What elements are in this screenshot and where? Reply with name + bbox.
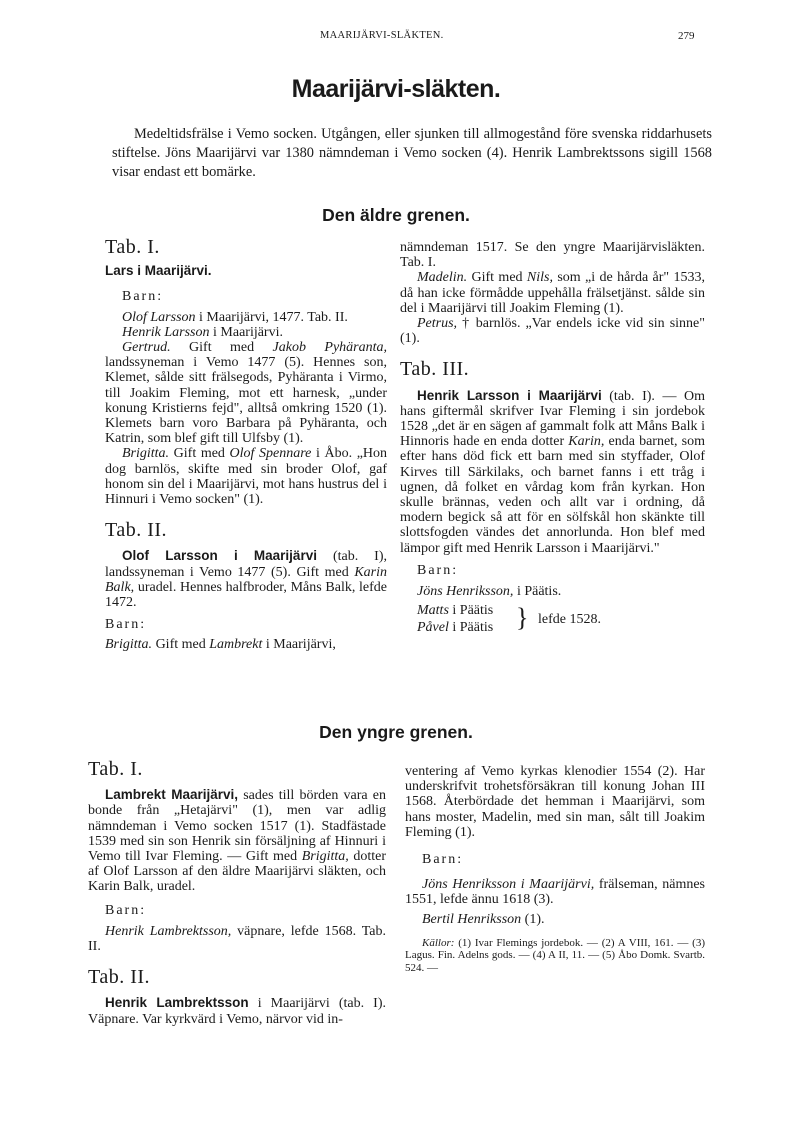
older-tab1-name: Lars i Maarijärvi. [105,263,212,279]
page-title: Maarijärvi-släkten. [291,75,501,103]
younger-right-column [405,764,705,974]
older-tab3-child-pavel: Påvel i Päätis [417,620,494,636]
running-header: MAARIJÄRVI-SLÄKTEN. [320,30,444,41]
older-tab1-heading: Tab. I. [105,236,160,258]
sources-footnote: Källor: (1) Ivar Flemings jordebok. — (2) A VIII, 161. — (3) Lagus. Fin. Adelns gods. — (4) A II, 11. — (5) Åbo Domk. Svartb. 524. — [405,936,705,974]
older-tab2-heading: Tab. II. [105,519,168,542]
older-continuation: nämndeman 1517. Se den yngre Maarijärvisläkten. Tab. I. [400,240,705,271]
older-tab3-entry: Henrik Larsson i Maarijärvi (tab. I). — Om hans giftermål skrifver Ivar Fleming i sin jordebok 1528 „det är en sägen af gammalt folk att Måns Balk i Hinnoris hade en enda dotter Karin, enda barnet, som efter hans död fick ett barn med sin styffader, Olof Kirves till Särkilaks, och barnet fanns i ett tråg i ugnen, då folket en vårdag kom från kyrkan. Hon skulle brännas, veden och allt var i ordning, då modern begick så att för en sölfskål hon skänkte till slottsfogden vändes det annorlunda. Hon blef med lämpor gift med Henrik Larsson i Maarijärvi." [400,387,705,556]
older-tab1-barn: Barn: [122,289,164,305]
older-tab3-child-matts: Matts i Päätis [417,603,494,619]
younger-tab1-barn: Barn: [105,902,147,918]
older-petrus: Petrus, † barnlös. „Var endels icke vid sin sinne" (1). [400,316,705,347]
older-tab3-lefde: lefde 1528. [538,612,601,628]
younger-tab1-child-henrik: Henrik Lambrektsson, väpnare, lefde 1568. Tab. II. [88,923,386,955]
older-tab3-child-jons: Jöns Henriksson, i Päätis. [417,584,562,600]
older-madelin: Madelin. Gift med Nils, som „i de hårda år" 1533, då han icke förmådde uppehålla frälsetjänst. sålde sin del i Maarijärvi till Joakim Fleming (1). [400,270,705,316]
older-tab2-child-brigitta: Brigitta. Gift med Lambrekt i Maarijärvi, [105,637,336,653]
older-tab2-entry: Olof Larsson i Maarijärvi (tab. I), landssyneman i Vemo 1477 (5). Gift med Karin Balk, uradel. Hennes halfbroder, Måns Balk, lefde 1472. [105,548,387,611]
older-tab3-brace-group [400,602,705,636]
page-number: 279 [678,30,695,42]
younger-tab2-child-bertil: Bertil Henriksson (1). [422,911,545,927]
older-tab3-heading: Tab. III. [400,358,470,381]
older-tab1-child-gertrud: Gertrud. Gift med Jakob Pyhäranta, landssyneman i Vemo 1477 (5). Hennes son, Klemet, sålde sitt frälsegods, Pyhäranta i Virmo, till Joakim Fleming, mot ett harnesk, „under konung Kristierns fejd", alltså omkring 1520 (1). Klemets barn voro Barbara på Pyhäranta, och Katrin, som blef gift till Ulfsby (1). [105,340,387,447]
older-tab1-child-olof: Olof Larsson i Maarijärvi, 1477. Tab. II. [122,309,348,325]
younger-tab1-entry: Lambrekt Maarijärvi, sades till börden vara en bonde från „Hetajärvi" (1), men var adlig nämndeman i Vemo socken 1517 (1). Stadfästade 1539 med sin son Henrik sin försäljning af Hinnuri i Vemo till Ivar Fleming. — Gift med Brigitta, dotter af Olof Larsson af den äldre Maarijärvi släkten, och Karin Balk, uradel. [88,787,386,895]
younger-continuation: ventering af Vemo kyrkas klenodier 1554 (2). Har underskrifvit trohetsförsäkran till konung Johan III 1568. Återbördade det hemman i Maarijärvi, som hans moster, Madelin, med sin man, sålt till Joakim Fleming (1). [405,764,705,840]
younger-tab2-child-jons: Jöns Henriksson i Maarijärvi, frälseman, nämnes 1551, lefde ännu 1618 (3). [405,877,705,908]
older-tab3-barn: Barn: [417,562,459,578]
younger-tab2-barn: Barn: [422,852,464,868]
older-tab1-child-henrik: Henrik Larsson i Maarijärvi. [122,324,283,340]
section-heading-older: Den äldre grenen. [322,205,470,225]
older-left-column [105,236,388,653]
younger-tab2-entry: Henrik Lambrektsson i Maarijärvi (tab. I). Väpnare. Var kyrkvärd i Vemo, närvor vid in- [88,995,386,1027]
section-heading-younger: Den yngre grenen. [319,722,473,742]
older-tab1-child-brigitta: Brigitta. Gift med Olof Spennare i Åbo. „Hon dog barnlös, skifte med sin broder Olof, gaf honom sin del i Maarijärvi, mot hans hustrus del i Hinnuri i Vemo socken" (1). [105,446,388,508]
younger-left-column [88,758,386,1027]
older-tab2-barn: Barn: [105,617,147,633]
older-right-column [400,240,705,636]
younger-tab2-heading: Tab. II. [88,966,151,989]
intro-paragraph: Medeltidsfrälse i Vemo socken. Utgången, eller sjunken till allmogestånd före svenska riddarhusets stiftelse. Jöns Maarijärvi var 1380 nämndeman i Vemo socken (4). Henrik Lambrektssons sigill 1568 visar endast ett bomärke. [112,126,712,180]
younger-tab1-heading: Tab. I. [88,758,143,780]
brace-icon: } [516,603,529,633]
